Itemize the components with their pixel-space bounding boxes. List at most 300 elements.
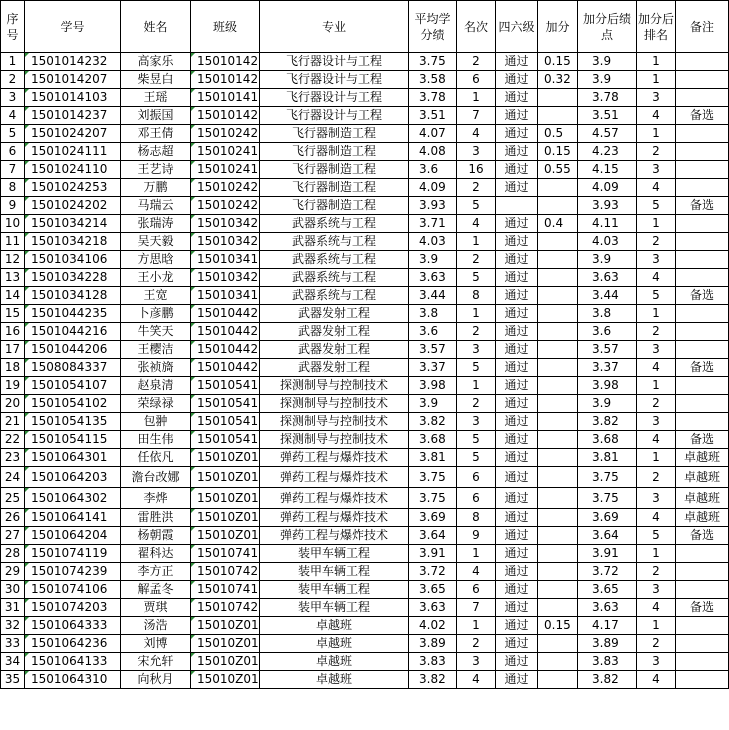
major-cell: 飞行器制造工程 [260,125,409,143]
class-cell: 15010341 [191,287,260,305]
final-gpa-cell: 3.93 [578,197,637,215]
student-id-cell: 1501024253 [25,179,121,197]
final-rank-cell: 3 [637,653,676,671]
cet-cell: 通过 [496,467,538,488]
cet-cell: 通过 [496,413,538,431]
name-cell: 万鹏 [121,179,191,197]
gpa-cell: 3.64 [409,527,457,545]
major-cell: 飞行器制造工程 [260,179,409,197]
bonus-cell: 0.4 [538,215,578,233]
class-cell: 15010741 [191,545,260,563]
rank-cell: 8 [457,509,496,527]
seq-cell: 34 [1,653,25,671]
bonus-cell [538,269,578,287]
rank-cell: 1 [457,233,496,251]
class-cell: 15010242 [191,179,260,197]
rank-cell: 6 [457,467,496,488]
gpa-cell: 3.8 [409,305,457,323]
rank-cell: 16 [457,161,496,179]
remark-cell: 备选 [676,359,729,377]
remark-cell [676,179,729,197]
class-cell: 15010141 [191,89,260,107]
seq-cell: 26 [1,509,25,527]
header-gpa: 平均学分绩 [409,1,457,53]
final-rank-cell: 3 [637,581,676,599]
gpa-cell: 3.68 [409,431,457,449]
bonus-cell: 0.15 [538,617,578,635]
final-rank-cell: 4 [637,671,676,689]
final-gpa-cell: 3.63 [578,269,637,287]
seq-cell: 33 [1,635,25,653]
final-gpa-cell: 3.98 [578,377,637,395]
class-cell: 15010241 [191,161,260,179]
bonus-cell [538,671,578,689]
table-row [1,305,729,323]
cet-cell: 通过 [496,395,538,413]
bonus-cell [538,635,578,653]
name-cell: 杨志超 [121,143,191,161]
major-cell: 装甲车辆工程 [260,563,409,581]
major-cell: 弹药工程与爆炸技术 [260,527,409,545]
bonus-cell [538,305,578,323]
bonus-cell [538,287,578,305]
rank-cell: 2 [457,635,496,653]
remark-cell [676,143,729,161]
cet-cell: 通过 [496,233,538,251]
seq-cell: 13 [1,269,25,287]
final-rank-cell: 1 [637,545,676,563]
major-cell: 装甲车辆工程 [260,599,409,617]
table-row [1,179,729,197]
class-cell: 15010541 [191,431,260,449]
gpa-cell: 3.9 [409,251,457,269]
seq-cell: 24 [1,467,25,488]
student-id-cell: 1501074239 [25,563,121,581]
remark-cell [676,635,729,653]
student-id-cell: 1501014237 [25,107,121,125]
class-cell: 15010742 [191,563,260,581]
header-cet: 四六级 [496,1,538,53]
name-cell: 张瑞涛 [121,215,191,233]
final-gpa-cell: 3.89 [578,635,637,653]
major-cell: 装甲车辆工程 [260,545,409,563]
remark-cell [676,653,729,671]
cet-cell: 通过 [496,545,538,563]
bonus-cell [538,449,578,467]
final-gpa-cell: 4.23 [578,143,637,161]
major-cell: 飞行器制造工程 [260,197,409,215]
table-row [1,545,729,563]
table-row [1,527,729,545]
gpa-cell: 3.72 [409,563,457,581]
gpa-cell: 3.98 [409,377,457,395]
final-rank-cell: 1 [637,617,676,635]
rank-cell: 6 [457,71,496,89]
header-class: 班级 [191,1,260,53]
cet-cell: 通过 [496,125,538,143]
seq-cell: 35 [1,671,25,689]
major-cell: 武器系统与工程 [260,287,409,305]
remark-cell: 卓越班 [676,467,729,488]
final-gpa-cell: 3.75 [578,488,637,509]
student-id-cell: 1501014103 [25,89,121,107]
rank-cell: 4 [457,125,496,143]
rank-cell: 7 [457,107,496,125]
final-gpa-cell: 3.65 [578,581,637,599]
major-cell: 武器系统与工程 [260,233,409,251]
rank-cell: 3 [457,341,496,359]
seq-cell: 5 [1,125,25,143]
class-cell: 15010241 [191,143,260,161]
gpa-cell: 3.71 [409,215,457,233]
name-cell: 宋允轩 [121,653,191,671]
seq-cell: 22 [1,431,25,449]
final-gpa-cell: 3.51 [578,107,637,125]
student-id-cell: 1501044206 [25,341,121,359]
table-row [1,287,729,305]
rank-cell: 2 [457,395,496,413]
final-rank-cell: 4 [637,107,676,125]
rank-cell: 5 [457,269,496,287]
bonus-cell [538,599,578,617]
final-rank-cell: 2 [637,635,676,653]
name-cell: 邓王倩 [121,125,191,143]
table-row [1,197,729,215]
bonus-cell [538,359,578,377]
name-cell: 雷胜洪 [121,509,191,527]
bonus-cell [538,413,578,431]
major-cell: 武器系统与工程 [260,215,409,233]
rank-cell: 5 [457,197,496,215]
final-rank-cell: 2 [637,563,676,581]
table-row [1,269,729,287]
rank-cell: 5 [457,449,496,467]
bonus-cell [538,545,578,563]
class-cell: 15010Z01 [191,617,260,635]
remark-cell: 卓越班 [676,449,729,467]
major-cell: 飞行器制造工程 [260,143,409,161]
bonus-cell [538,581,578,599]
cet-cell: 通过 [496,71,538,89]
final-rank-cell: 2 [637,143,676,161]
student-id-cell: 1501074106 [25,581,121,599]
student-id-cell: 1508084337 [25,359,121,377]
table-row [1,581,729,599]
seq-cell: 1 [1,53,25,71]
class-cell: 15010442 [191,359,260,377]
final-gpa-cell: 3.91 [578,545,637,563]
seq-cell: 6 [1,143,25,161]
gpa-cell: 3.78 [409,89,457,107]
cet-cell: 通过 [496,599,538,617]
bonus-cell: 0.5 [538,125,578,143]
table-row [1,431,729,449]
student-id-cell: 1501034214 [25,215,121,233]
bonus-cell [538,251,578,269]
rank-cell: 1 [457,377,496,395]
final-gpa-cell: 4.15 [578,161,637,179]
bonus-cell [538,395,578,413]
table-row [1,467,729,488]
cet-cell: 通过 [496,653,538,671]
final-rank-cell: 1 [637,53,676,71]
bonus-cell: 0.15 [538,53,578,71]
name-cell: 田生伟 [121,431,191,449]
cet-cell: 通过 [496,305,538,323]
seq-cell: 8 [1,179,25,197]
major-cell: 卓越班 [260,635,409,653]
header-rank: 名次 [457,1,496,53]
student-id-cell: 1501034228 [25,269,121,287]
gpa-cell: 3.91 [409,545,457,563]
name-cell: 张祯旖 [121,359,191,377]
table-row [1,53,729,71]
cet-cell: 通过 [496,215,538,233]
seq-cell: 2 [1,71,25,89]
remark-cell [676,395,729,413]
name-cell: 荣绿禄 [121,395,191,413]
bonus-cell [538,107,578,125]
table-row [1,599,729,617]
table-row [1,161,729,179]
name-cell: 王宽 [121,287,191,305]
final-rank-cell: 4 [637,509,676,527]
student-id-cell: 1501064310 [25,671,121,689]
major-cell: 武器发射工程 [260,323,409,341]
final-gpa-cell: 3.69 [578,509,637,527]
major-cell: 探测制导与控制技术 [260,395,409,413]
bonus-cell [538,563,578,581]
table-row [1,71,729,89]
rank-cell: 3 [457,143,496,161]
gpa-cell: 3.75 [409,53,457,71]
bonus-cell [538,89,578,107]
final-gpa-cell: 4.09 [578,179,637,197]
class-cell: 15010341 [191,251,260,269]
rank-cell: 6 [457,581,496,599]
cet-cell: 通过 [496,269,538,287]
name-cell: 贾琪 [121,599,191,617]
table-row [1,359,729,377]
cet-cell [496,197,538,215]
major-cell: 弹药工程与爆炸技术 [260,488,409,509]
gpa-cell: 3.65 [409,581,457,599]
final-rank-cell: 3 [637,89,676,107]
final-rank-cell: 4 [637,431,676,449]
final-rank-cell: 3 [637,341,676,359]
major-cell: 装甲车辆工程 [260,581,409,599]
class-cell: 15010Z01 [191,449,260,467]
name-cell: 刘振国 [121,107,191,125]
final-rank-cell: 1 [637,377,676,395]
remark-cell: 卓越班 [676,488,729,509]
cet-cell: 通过 [496,581,538,599]
seq-cell: 15 [1,305,25,323]
table-row [1,89,729,107]
major-cell: 弹药工程与爆炸技术 [260,467,409,488]
gpa-cell: 3.57 [409,341,457,359]
cet-cell: 通过 [496,449,538,467]
final-gpa-cell: 3.63 [578,599,637,617]
final-rank-cell: 5 [637,197,676,215]
major-cell: 飞行器制造工程 [260,161,409,179]
cet-cell: 通过 [496,107,538,125]
final-rank-cell: 4 [637,359,676,377]
gpa-cell: 3.93 [409,197,457,215]
gpa-cell: 3.75 [409,488,457,509]
seq-cell: 4 [1,107,25,125]
name-cell: 柴昱白 [121,71,191,89]
table-row [1,215,729,233]
remark-cell: 卓越班 [676,509,729,527]
gpa-cell: 4.02 [409,617,457,635]
name-cell: 任依凡 [121,449,191,467]
final-rank-cell: 3 [637,488,676,509]
final-rank-cell: 1 [637,305,676,323]
header-bonus: 加分 [538,1,578,53]
table-row [1,449,729,467]
gpa-cell: 3.83 [409,653,457,671]
name-cell: 王瑶 [121,89,191,107]
cet-cell: 通过 [496,563,538,581]
bonus-cell [538,653,578,671]
final-gpa-cell: 3.57 [578,341,637,359]
student-id-cell: 1501074119 [25,545,121,563]
remark-cell [676,71,729,89]
final-rank-cell: 3 [637,161,676,179]
bonus-cell: 0.15 [538,143,578,161]
cet-cell: 通过 [496,161,538,179]
seq-cell: 19 [1,377,25,395]
gpa-cell: 4.08 [409,143,457,161]
table-row [1,413,729,431]
name-cell: 高家乐 [121,53,191,71]
cet-cell: 通过 [496,635,538,653]
name-cell: 解孟冬 [121,581,191,599]
major-cell: 武器发射工程 [260,305,409,323]
final-gpa-cell: 4.11 [578,215,637,233]
rank-cell: 4 [457,671,496,689]
bonus-cell [538,467,578,488]
student-id-cell: 1501014232 [25,53,121,71]
student-id-cell: 1501074203 [25,599,121,617]
major-cell: 武器系统与工程 [260,269,409,287]
name-cell: 李方正 [121,563,191,581]
name-cell: 汤浩 [121,617,191,635]
rank-cell: 7 [457,599,496,617]
final-gpa-cell: 3.9 [578,395,637,413]
major-cell: 武器发射工程 [260,359,409,377]
seq-cell: 10 [1,215,25,233]
seq-cell: 21 [1,413,25,431]
final-gpa-cell: 3.82 [578,671,637,689]
seq-cell: 7 [1,161,25,179]
class-cell: 15010Z01 [191,671,260,689]
cet-cell: 通过 [496,431,538,449]
remark-cell [676,413,729,431]
remark-cell [676,269,729,287]
rank-cell: 4 [457,215,496,233]
remark-cell [676,545,729,563]
seq-cell: 32 [1,617,25,635]
cet-cell: 通过 [496,617,538,635]
bonus-cell: 0.32 [538,71,578,89]
table-row [1,653,729,671]
seq-cell: 17 [1,341,25,359]
final-rank-cell: 3 [637,251,676,269]
header-major: 专业 [260,1,409,53]
table-row [1,635,729,653]
table-body [1,53,729,689]
rank-cell: 1 [457,617,496,635]
gpa-cell: 4.03 [409,233,457,251]
final-rank-cell: 1 [637,449,676,467]
remark-cell [676,215,729,233]
remark-cell [676,89,729,107]
remark-cell [676,233,729,251]
header-final-gpa: 加分后绩点 [578,1,637,53]
class-cell: 15010142 [191,71,260,89]
gpa-cell: 3.81 [409,449,457,467]
major-cell: 弹药工程与爆炸技术 [260,449,409,467]
final-gpa-cell: 3.44 [578,287,637,305]
final-gpa-cell: 4.17 [578,617,637,635]
major-cell: 卓越班 [260,671,409,689]
student-id-cell: 1501024207 [25,125,121,143]
student-id-cell: 1501064301 [25,449,121,467]
class-cell: 15010541 [191,413,260,431]
name-cell: 王小龙 [121,269,191,287]
gpa-cell: 3.82 [409,413,457,431]
bonus-cell [538,509,578,527]
bonus-cell [538,233,578,251]
final-gpa-cell: 4.57 [578,125,637,143]
class-cell: 15010142 [191,107,260,125]
final-gpa-cell: 3.9 [578,251,637,269]
table-row [1,125,729,143]
seq-cell: 3 [1,89,25,107]
seq-cell: 11 [1,233,25,251]
final-rank-cell: 2 [637,395,676,413]
seq-cell: 20 [1,395,25,413]
student-id-cell: 1501054107 [25,377,121,395]
class-cell: 15010541 [191,377,260,395]
final-rank-cell: 1 [637,125,676,143]
name-cell: 向秋月 [121,671,191,689]
class-cell: 15010442 [191,305,260,323]
rank-cell: 8 [457,287,496,305]
seq-cell: 16 [1,323,25,341]
final-gpa-cell: 3.78 [578,89,637,107]
final-gpa-cell: 3.68 [578,431,637,449]
gpa-cell: 3.63 [409,269,457,287]
final-rank-cell: 2 [637,233,676,251]
rank-cell: 1 [457,89,496,107]
class-cell: 15010142 [191,53,260,71]
student-id-cell: 1501064141 [25,509,121,527]
final-rank-cell: 1 [637,215,676,233]
remark-cell [676,125,729,143]
student-id-cell: 1501054135 [25,413,121,431]
remark-cell [676,581,729,599]
rank-cell: 1 [457,305,496,323]
final-rank-cell: 5 [637,527,676,545]
major-cell: 探测制导与控制技术 [260,431,409,449]
rank-cell: 5 [457,431,496,449]
remark-cell: 备选 [676,599,729,617]
seq-cell: 29 [1,563,25,581]
final-gpa-cell: 3.82 [578,413,637,431]
